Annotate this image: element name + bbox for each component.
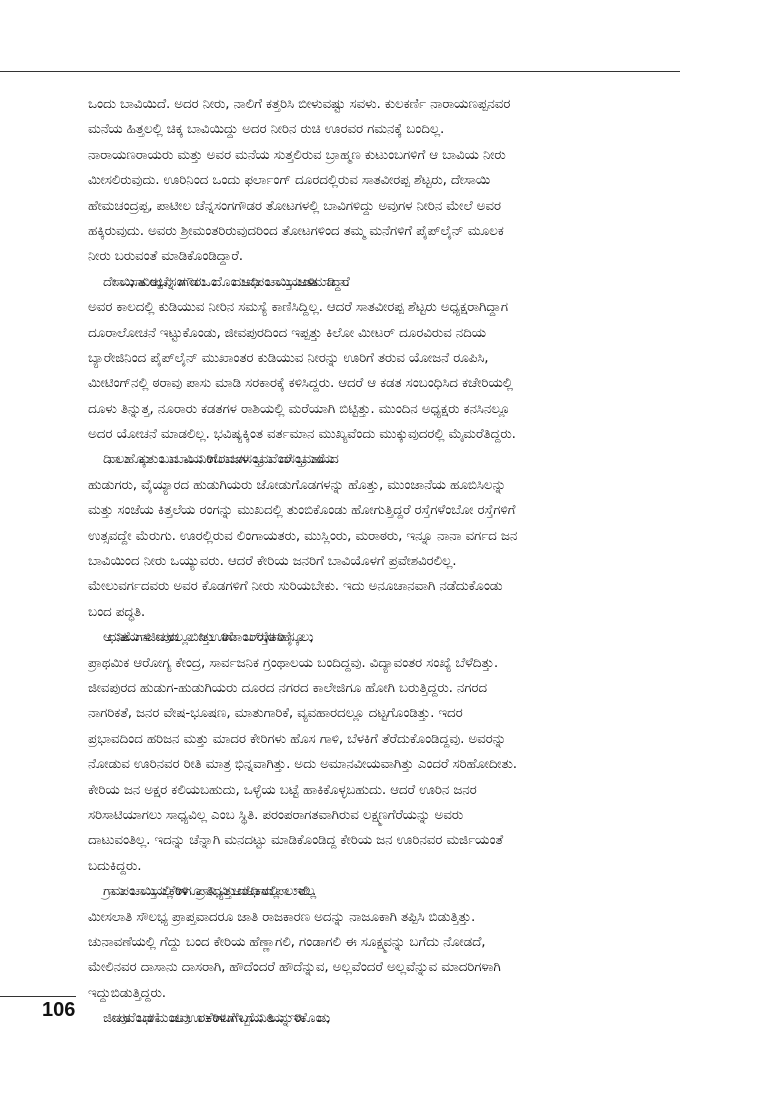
text-line: ದೂಳು ತಿನ್ನುತ್ತ, ನೂರಾರು ಕಡತಗಳ ರಾಶಿಯಲ್ಲಿ ಮರೆಯಾಗಿ ಬಿಟ್ಟಿತ್ತು. ಮುಂದಿನ ಅಧ್ಯಕ್ಷರು ಕನಸಿನಲ್ಲೂ — [88, 400, 511, 417]
body-text — [88, 92, 683, 1031]
text-line: ಜೀವಪುರವೆಂಬ ಧರಣಿ ಮಂಡಲವು ಊರು-ಕೇರಿಗಳ ಬಗೆಗೆ ಇಬ್ಬಗೆಯ ನೀತಿಯನ್ನು ಇರಿಸಿಕೊಂಡು, — [103, 1010, 327, 1027]
text-line: ಜೀವಪುರದ ಹುಡುಗ-ಹುಡುಗಿಯರು ದೂರದ ನಗರದ ಕಾಲೇಜಿಗೂ ಹೋಗಿ ಬರುತ್ತಿದ್ದರು. ನಗರದ — [88, 679, 487, 696]
text-line: ಬದುಕಿದ್ದರು. — [88, 857, 142, 874]
text-line: ಒಂದು ಬಾವಿಯಿದೆ. ಅದರ ನೀರು, ನಾಲಿಗೆ ಕತ್ತರಿಸಿ ಬೀಳುವಷ್ಟು ಸವಳು. ಕುಲಕರ್ಣಿ ನಾರಾಯಣಪ್ಪನವರ — [88, 96, 511, 112]
text-line: ನೀರು ಬರುವಂತೆ ಮಾಡಿಕೊಂಡಿದ್ದಾರೆ. — [88, 248, 243, 265]
text-line: ಮೀಸಲಿರುವುದು. ಊರಿನಿಂದ ಒಂದು ಫರ್ಲಾಂಗ್ ದೂರದಲ್ಲಿರುವ ಸಾತವೀರಪ್ಪ ಶೆಟ್ಟರು, ದೇಸಾಯಿ — [88, 172, 491, 189]
text-line: ಪ್ರಾಥಮಿಕ ಆರೋಗ್ಯ ಕೇಂದ್ರ, ಸಾರ್ವಜನಿಕ ಗ್ರಂಥಾಲಯ ಬಂದಿದ್ದವು. ವಿದ್ಯಾವಂತರ ಸಂಖ್ಯೆ ಬೆಳೆದಿತ್ತು. — [88, 654, 498, 671]
text-line: ಅದರ ಯೋಚನೆ ಮಾಡಲಿಲ್ಲ. ಭವಿಷ್ಯಕ್ಕಿಂತ ವರ್ತಮಾನ ಮುಖ್ಯವೆಂದು ಮುಕ್ಕುವುದರಲ್ಲಿ ಮೈಮರೆತಿದ್ದರು. — [88, 426, 516, 443]
text-line: ಬಾವಿಯಿಂದ ನೀರು ಒಯ್ಯುವರು. ಆದರೆ ಕೇರಿಯ ಜನರಿಗೆ ಬಾವಿಯೊಳಗೆ ಪ್ರವೇಶವಿರಲಿಲ್ಲ. — [88, 553, 457, 570]
text-line: ಅವರ ಕಾಲದಲ್ಲಿ ಕುಡಿಯುವ ನೀರಿನ ಸಮಸ್ಯೆ ಕಾಣಿಸಿದ್ದಿಲ್ಲ. ಆದರೆ ಸಾತವೀರಪ್ಪ ಶೆಟ್ಟರು ಅಧ್ಯಕ್ಷರಾಗಿದ್ದಾಗ — [88, 299, 508, 316]
text-line: ಸರಿಸಾಟಿಯಾಗಲು ಸಾಧ್ಯವಿಲ್ಲ ಎಂಬ ಸ್ಥಿತಿ. ಪರಂಪರಾಗತವಾಗಿರುವ ಲಕ್ಷ್ಮಣಗೆರೆಯನ್ನು ಅವರು — [88, 806, 464, 823]
text-line: ದೂರಾಲೋಚನೆ ಇಟ್ಟುಕೊಂಡು, ಜೀವಪುರದಿಂದ ಇಪ್ಪತ್ತು ಕಿಲೋ ಮೀಟರ್ ದೂರವಿರುವ ನದಿಯ — [88, 324, 487, 341]
text-line: ದೇಸಾಯಿ, ಸಾತವೀರಪ್ಪ, ಚೆನ್ನಸಂಗಗೌಡರು ಒಂದೊಂದು ಅವಧಿ ಪಂಚಾಯ್ತಿಯ ಆಡಳಿತ ಮಾಡಿದ್ದಾರೆ. — [103, 273, 346, 290]
footer-rule — [0, 996, 76, 997]
text-line: ಮನೆಯ ಹಿತ್ತಲಲ್ಲಿ ಚಿಕ್ಕ ಬಾವಿಯಿದ್ದು ಅದರ ನೀರಿನ ರುಚಿ ಊರವರ ಗಮನಕ್ಕೆ ಬಂದಿಲ್ಲ. — [88, 121, 445, 138]
text-line: ದಿನಾಲು ಹೊಕ್ಕು ತುಂಬುವ ಬಾವಿಯ ನೀರಿಗೆ ಬರುವ ಜನಗಳ ಸಂಭ್ರಮವೆಂದರೆ ಸಂಭ್ರಮ. ಹರೆಯದ — [103, 451, 335, 468]
text-line: ಮತ್ತು ಸಂಜೆಯ ಕಿತ್ತಲೆಯ ರಂಗನ್ನು ಮುಖದಲ್ಲಿ ತುಂಬಿಕೊಂಡು ಹೋಗುತ್ತಿದ್ದರೆ ರಸ್ತೆಗಳೆಂಬೋ ರಸ್ತೆಗಳಿಗೆ — [88, 502, 516, 519]
text-line: ಉತ್ಸವದ್ದೇ ಮೆರುಗು. ಊರಲ್ಲಿರುವ ಲಿಂಗಾಯತರು, ಮುಸ್ಲಿಂರು, ಮರಾಠರು, ಇನ್ನೂ ನಾನಾ ವರ್ಗದ ಜನ — [88, 527, 518, 544]
text-line: ಗ್ರಾಮಪಂಚಾಯ್ತಿಯಲ್ಲಿ ಕೇರಿಗಳಿಗೂ ಪ್ರಾತಿನಿಧ್ಯವಿತ್ತು. ಆದರೆ ಅಧಿಕಾರದಲ್ಲಿ ಪಾಲು ಇರಲಿಲ್ಲ. — [103, 883, 313, 900]
text-line: ಬಂದ ಪದ್ಧತಿ. — [88, 603, 146, 620]
text-line: ಹೇಮಚಂದ್ರಪ್ಪ, ಪಾಟೀಲ ಚೆನ್ನಸಂಗಗೌಡರ ತೋಟಗಳಲ್ಲಿ ಬಾವಿಗಳಿದ್ದು ಅವುಗಳ ನೀರಿನ ಮೇಲೆ ಅವರ — [88, 197, 501, 214]
text-line: ನಾಗರಿಕತೆ, ಜನರ ವೇಷ-ಭೂಷಣ, ಮಾತುಗಾರಿಕೆ, ವ್ಯವಹಾರದಲ್ಲೂ ದಟ್ಟಗೊಂಡಿತ್ತು. ಇದರ — [88, 705, 463, 722]
text-line: ಕೇರಿಯ ಜನ ಅಕ್ಷರ ಕಲಿಯಬಹುದು, ಒಳ್ಳೆಯ ಬಟ್ಟೆ ಹಾಕಿಕೊಳ್ಳಬಹುದು. ಆದರೆ ಊರಿನ ಜನರ — [88, 781, 477, 798]
text-line: ಆಧುನಿಕತೆಯ ಗಾಳಿ ಜೀವಪುರದಲ್ಲೂ ಬೀಸಿತ್ತು. ಊರಿಗೆ ಡಾಂಬರ್ ರಸ್ತೆ, ಸರಕಾರಿ ಹೈಸ್ಕೂಲು, — [103, 629, 310, 646]
text-line: ನಾರಾಯಣರಾಯರು ಮತ್ತು ಅವರ ಮನೆಯ ಸುತ್ತಲಿರುವ ಬ್ರಾಹ್ಮಣ ಕುಟುಂಬಗಳಿಗೆ ಆ ಬಾವಿಯ ನೀರು — [88, 146, 506, 163]
text-line: ಮೀಟಿಂಗ್‌ನಲ್ಲಿ ಠರಾವು ಪಾಸು ಮಾಡಿ ಸರಕಾರಕ್ಕೆ ಕಳಿಸಿದ್ದರು. ಆದರೆ ಆ ಕಡತ ಸಂಬಂಧಿಸಿದ ಕಚೇರಿಯಲ್ಲಿ — [88, 375, 513, 392]
page-number: 106 — [42, 999, 76, 1021]
text-line: ದಾಟುವಂತಿಲ್ಲ. ಇದನ್ನು ಚೆನ್ನಾಗಿ ಮನದಟ್ಟು ಮಾಡಿಕೊಂಡಿದ್ದ ಕೇರಿಯ ಜನ ಊರಿನವರ ಮರ್ಜಿಯಂತೆ — [88, 832, 503, 849]
text-line: ಹಕ್ಕಿರುವುದು. ಅವರು ಶ್ರೀಮಂತರಿರುವುದರಿಂದ ತೋಟಗಳಿಂದ ತಮ್ಮ ಮನೆಗಳಿಗೆ ಪೈಪ್‌ಲೈನ್ ಮೂಲಕ — [88, 222, 504, 239]
text-line: ಮೇಲಿನವರ ದಾಸಾನು ದಾಸರಾಗಿ, ಹೌದೆಂದರೆ ಹೌದೆನ್ನುವ, ಅಲ್ಲವೆಂದರೆ ಅಲ್ಲವೆನ್ನುವ ಮಾದರಿಗಳಾಗಿ — [88, 959, 501, 976]
text-line: ಮೀಸಲಾತಿ ಸೌಲಭ್ಯ ಪ್ರಾಪ್ತವಾದರೂ ಜಾತಿ ರಾಜಕಾರಣ ಅದನ್ನು ನಾಜೂಕಾಗಿ ತಪ್ಪಿಸಿ ಬಿಡುತ್ತಿತ್ತು. — [88, 908, 476, 925]
text-line: ಬ್ಯಾರೇಜಿನಿಂದ ಪೈಪ್‌ಲೈನ್ ಮುಖಾಂತರ ಕುಡಿಯುವ ನೀರನ್ನು ಊರಿಗೆ ತರುವ ಯೋಜನೆ ರೂಪಿಸಿ, — [88, 349, 489, 366]
text-line: ಪ್ರಭಾವದಿಂದ ಹರಿಜನ ಮತ್ತು ಮಾದರ ಕೇರಿಗಳು ಹೊಸ ಗಾಳಿ, ಬೆಳಕಿಗೆ ತೆರೆದುಕೊಂಡಿದ್ದವು. ಅವರನ್ನು — [88, 730, 507, 747]
text-line: ಮೇಲುವರ್ಗದವರು ಅವರ ಕೊಡಗಳಿಗೆ ನೀರು ಸುರಿಯಬೇಕು. ಇದು ಅನೂಚಾನವಾಗಿ ನಡೆದುಕೊಂಡು — [88, 578, 503, 595]
text-line: ಹುಡುಗರು, ವೈಯ್ಯಾರದ ಹುಡುಗಿಯರು ಜೋಡುಗೊಡಗಳನ್ನು ಹೊತ್ತು, ಮುಂಜಾನೆಯ ಹೂಬಿಸಿಲನ್ನು — [88, 476, 507, 493]
header-rule — [0, 71, 680, 72]
text-line: ಇದ್ದುಬಿಡುತ್ತಿದ್ದರು. — [88, 984, 166, 1001]
text-line: ನೋಡುವ ಊರಿನವರ ರೀತಿ ಮಾತ್ರ ಭಿನ್ನವಾಗಿತ್ತು. ಅದು ಅಮಾನವೀಯವಾಗಿತ್ತು ಎಂದರೆ ಸರಿಹೋದೀತು. — [88, 756, 517, 773]
text-line: ಚುನಾವಣೆಯಲ್ಲಿ ಗೆದ್ದು ಬಂದ ಕೇರಿಯ ಹೆಣ್ಣಾಗಲಿ, ಗಂಡಾಗಲಿ ಈ ಸೂಕ್ಷ್ಮವನ್ನು ಬಗೆದು ನೋಡದೆ, — [88, 933, 486, 950]
